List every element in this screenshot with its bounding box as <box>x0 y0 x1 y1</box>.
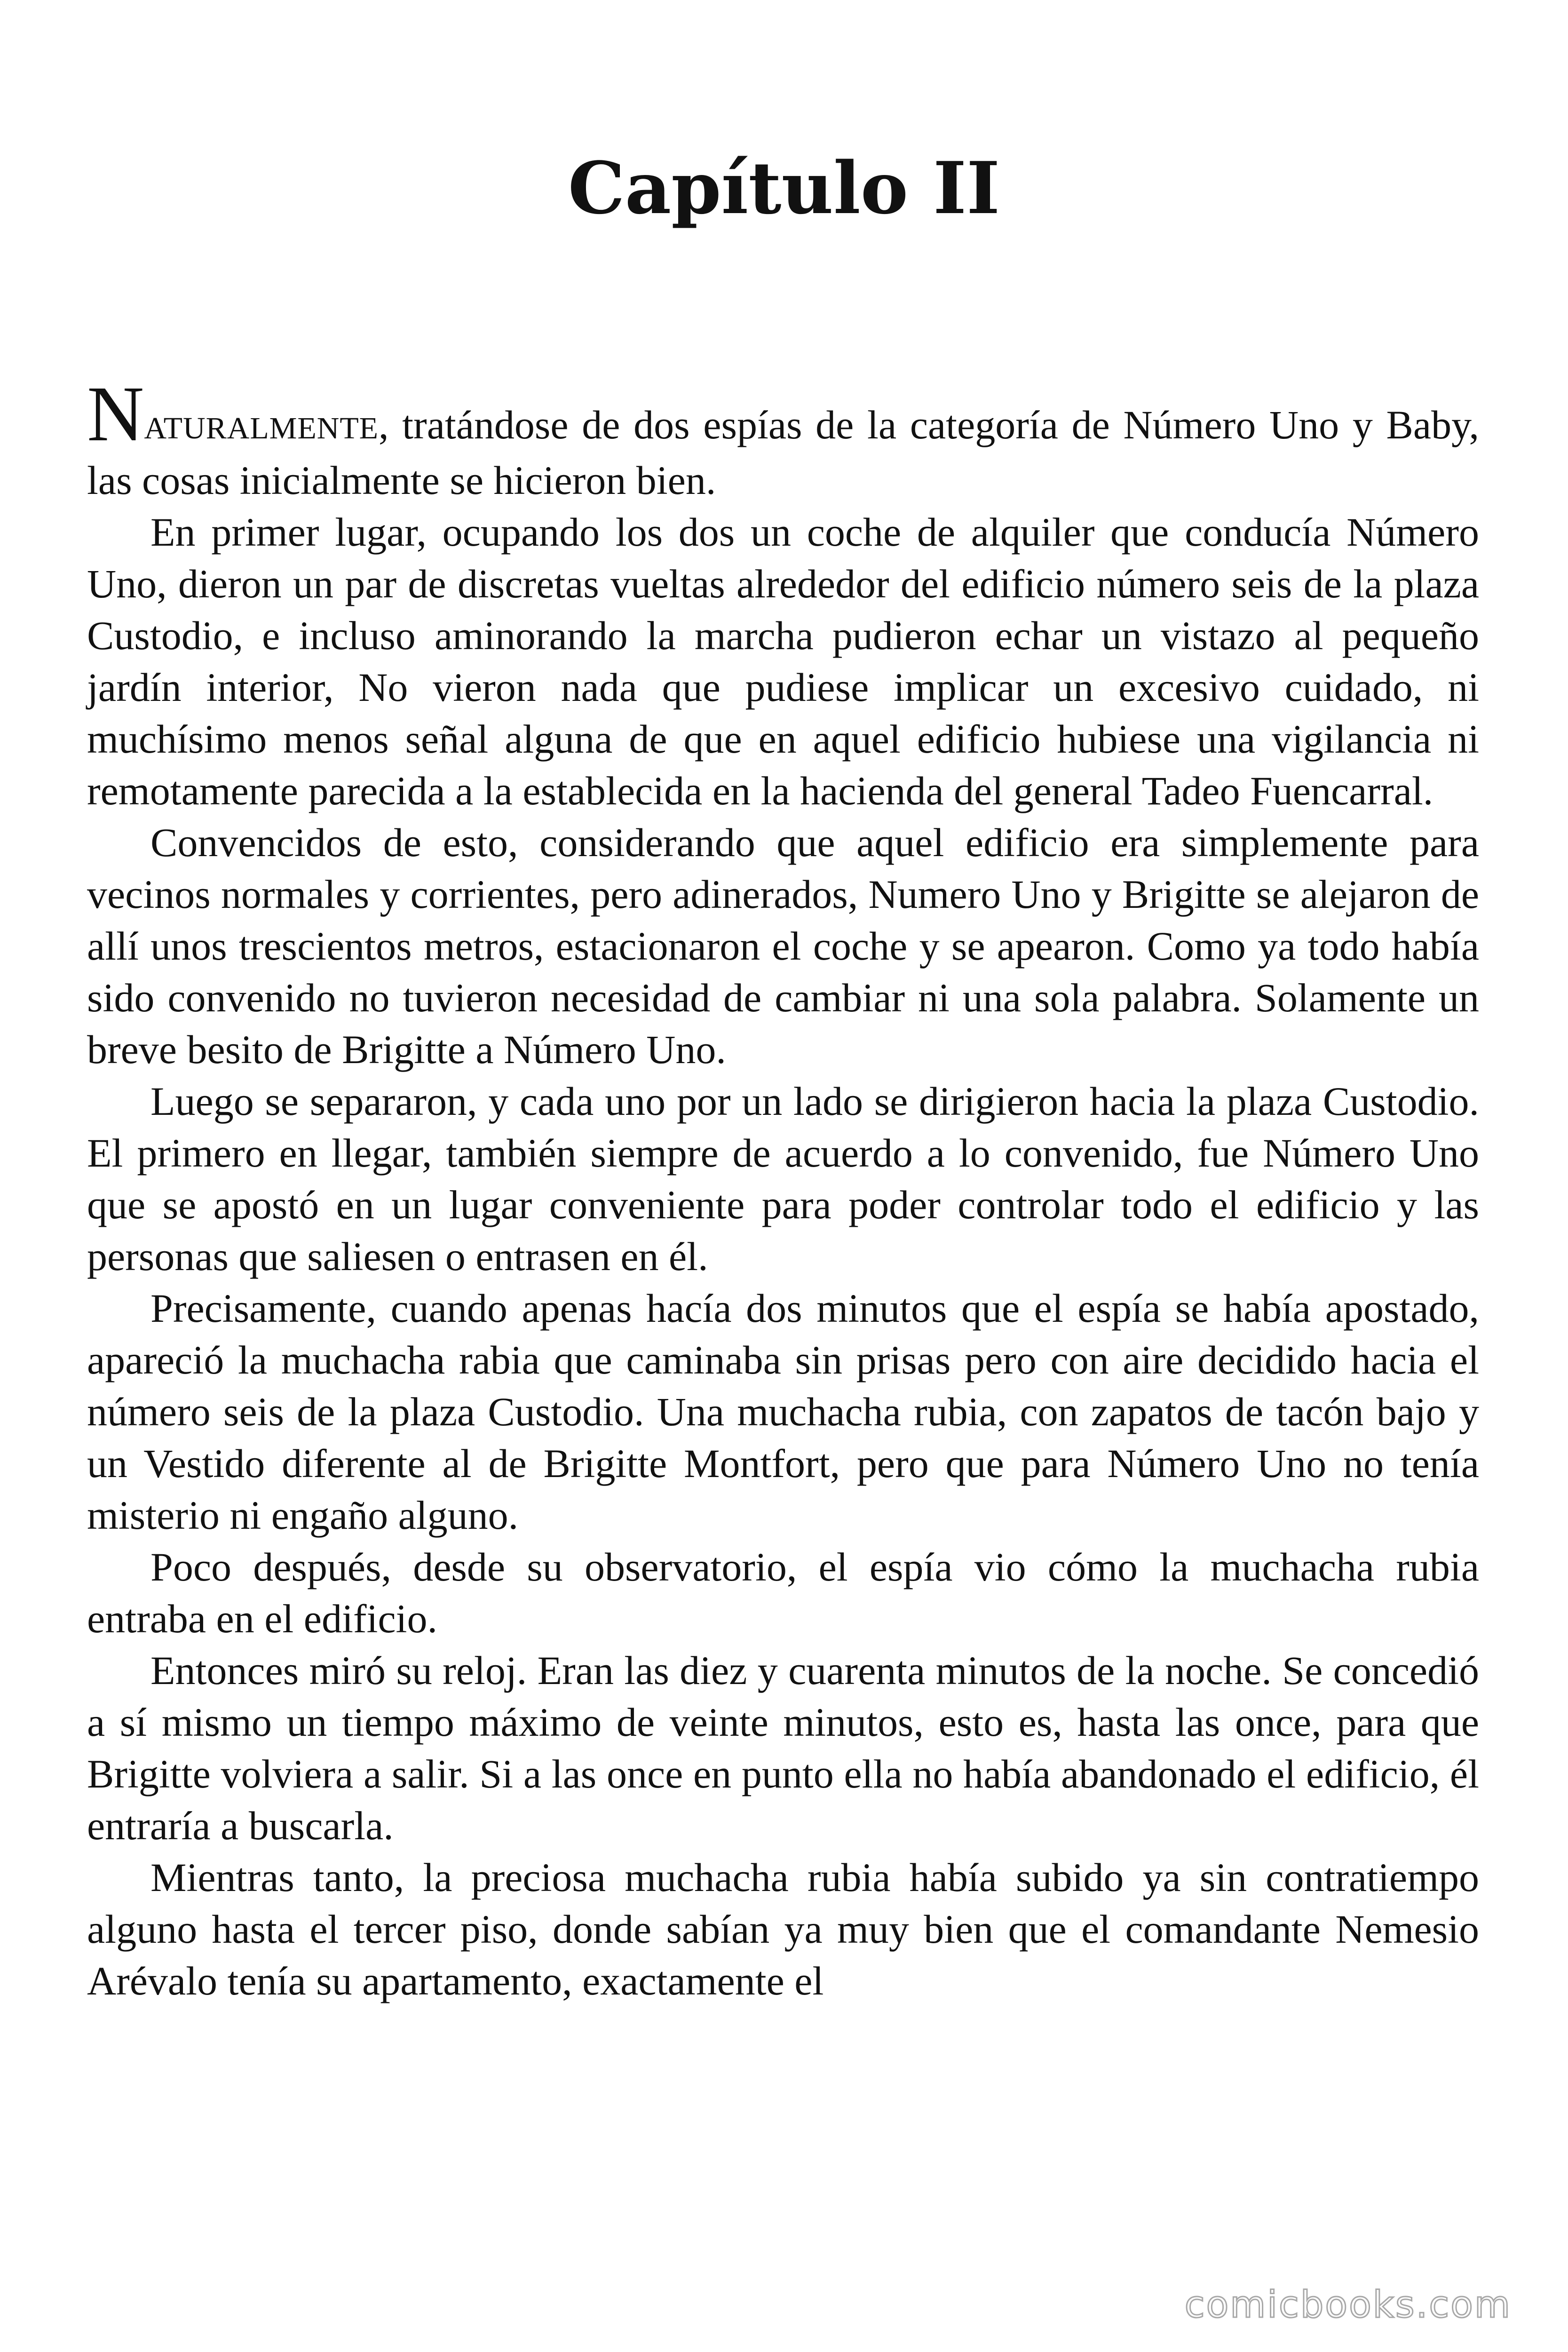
chapter-title: Capítulo II <box>568 146 1000 230</box>
paragraph-7: Entonces miró su reloj. Eran las diez y cuarenta minutos de la noche. Se concedió a sí mismo un tiempo máximo de veinte minutos, esto es, hasta las once, para que Brigitte volviera a salir. Si a las once en punto ella no había abandonado el edificio, él entraría a buscarla. <box>87 1648 1479 1848</box>
paragraph-5: Precisamente, cuando apenas hacía dos minutos que el espía se había apostado, apareció la muchacha rabia que caminaba sin prisas pero con aire decidido hacia el número seis de la plaza Custodio. Una muchacha rubia, con zapatos de tacón bajo y un Vestido diferente al de Brigitte Montfort, pero que para Número Uno no tenía misterio ni engaño alguno. <box>87 1286 1479 1538</box>
chapter-body <box>87 370 1479 2007</box>
watermark: comicbooks.com <box>1184 2284 1512 2326</box>
paragraph-1 <box>87 370 1479 506</box>
paragraph-8: Mientras tanto, la preciosa muchacha rubia había subido ya sin contratiempo alguno hasta el tercer piso, donde sabían ya muy bien que el comandante Nemesio Arévalo tenía su apartamento, exactamente el <box>87 1855 1479 2003</box>
paragraph-6: Poco después, desde su observatorio, el espía vio cómo la muchacha rubia entraba en el edificio. <box>87 1544 1479 1641</box>
paragraph-3: Convencidos de esto, considerando que aquel edificio era simplemente para vecinos normales y corrientes, pero adinerados, Numero Uno y Brigitte se alejaron de allí unos trescientos metros, estacionaron el coche y se apearon. Como ya todo había sido convenido no tuvieron necesidad de cambiar ni una sola palabra. Solamente un breve besito de Brigitte a Número Uno. <box>87 820 1479 1072</box>
paragraph-4: Luego se separaron, y cada uno por un lado se dirigieron hacia la plaza Custodio. El primero en llegar, también siempre de acuerdo a lo convenido, fue Número Uno que se apostó en un lugar conveniente para poder controlar todo el edificio y las personas que saliesen o entrasen en él. <box>87 1079 1479 1279</box>
paragraph-1-text: , tratándose de dos espías de la categoría de Número Uno y Baby, las cosas inicialmente se hicieron bien. <box>87 402 1479 503</box>
opening-small-caps: ATURALMENTE <box>144 411 379 445</box>
paragraph-2: En primer lugar, ocupando los dos un coche de alquiler que conducía Número Uno, dieron un par de discretas vueltas alrededor del edificio número seis de la plaza Custodio, e incluso aminorando la marcha pudieron echar un vistazo al pequeño jardín interior, No vieron nada que pudiese implicar un excesivo cuidado, ni muchísimo menos señal alguna de que en aquel edificio hubiese una vigilancia ni remotamente parecida a la establecida en la hacienda del general Tadeo Fuencarral. <box>87 509 1479 813</box>
drop-initial: N <box>87 370 144 458</box>
